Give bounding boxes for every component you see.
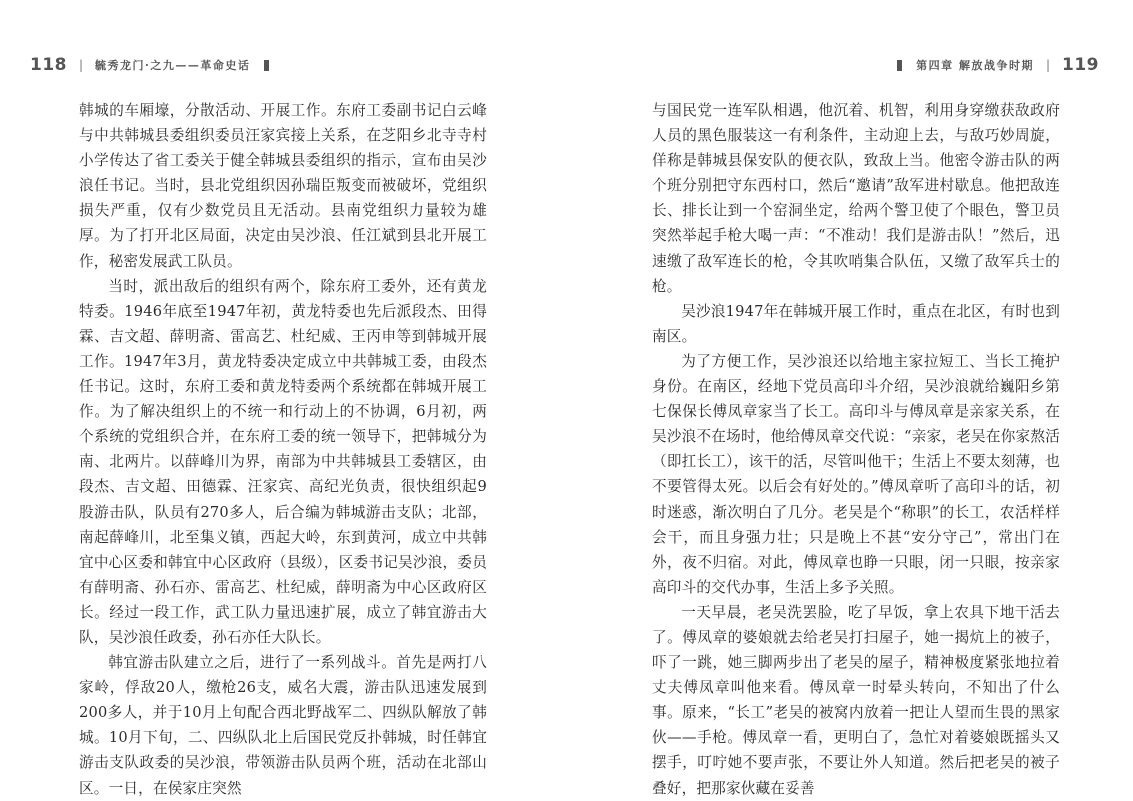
header-marker-icon <box>897 60 902 71</box>
paragraph: 韩城的车厢壕，分散活动、开展工作。东府工委副书记白云峰与中共韩城县委组织委员汪家宾接上关系，在芝阳乡北寺寺村小学传达了省工委关于健全韩城县委组织的指示，宣布由吴沙浪任书记。当时，县北党组织因孙瑞臣叛变而被破坏，党组织损失严重，仅有少数党员且无活动。县南党组织力量较为雄厚。为了打开北区局面，决定由吴沙浪、任江斌到县北开展工作，秘密发展武工队员。 <box>79 102 487 270</box>
right-page-header <box>897 50 1099 80</box>
paragraph: 一天早晨，老吴洗罢脸，吃了早饭，拿上农具下地干活去了。傅凤章的婆娘就去给老吴打扫屋子，她一揭炕上的被子，吓了一跳，她三脚两步出了老吴的屋子，精神极度紧张地拉着丈夫傅凤章叫他来看。傅凤章一时晕头转向，不知出了什么事。原来，“长工”老吴的被窝内放着一把让人望而生畏的黑家伙——手枪。傅凤章一看，更明白了，急忙对着婆娘既摇头又摆手，叮咛她不要声张，不要让外人知道。然后把老吴的被子叠好，把那家伙藏在妥善 <box>652 603 1060 797</box>
right-page-body <box>652 98 1060 801</box>
left-page <box>0 0 566 799</box>
left-running-title: 毓秀龙门·之九——革命史话 <box>95 59 251 72</box>
header-separator: | <box>79 58 84 72</box>
paragraph: 吴沙浪1947年在韩城开展工作时，重点在北区，有时也到南区。 <box>652 302 1060 345</box>
left-page-body <box>79 98 487 801</box>
paragraph: 当时，派出敌后的组织有两个，除东府工委外，还有黄龙特委。1946年底至1947年初，黄龙特委也先后派段杰、田得霖、吉文超、薛明斋、雷高艺、杜纪威、王丙申等到韩城开展工作。1947年3月，黄龙特委决定成立中共韩城工委，由段杰任书记。这时，东府工委和黄龙特委两个系统都在韩城开展工作。为了解决组织上的不统一和行动上的不协调，6月初，两个系统的党组织合并，在东府工委的统一领导下，把韩城分为南、北两片。以薛峰川为界，南部为中共韩城县工委辖区，由段杰、吉文超、田德霖、汪家宾、高纪光负责，很快组织起9股游击队，队员有270多人，后合编为韩城游击支队；北部，南起薛峰川，北至集义镇，西起大岭，东到黄河，成立中共韩宜中心区委和韩宜中心区政府（县级），区委书记吴沙浪，委员有薛明斋、孙石亦、雷高艺、杜纪威，薛明斋为中心区政府区长。经过一段工作，武工队力量迅速扩展，成立了韩宜游击大队，吴沙浪任政委，孙石亦任大队长。 <box>79 277 487 646</box>
paragraph: 与国民党一连军队相遇，他沉着、机智，利用身穿缴获敌政府人员的黑色服装这一有利条件，主动迎上去，与敌巧妙周旋，佯称是韩城县保安队的便衣队，致敌上当。他密令游击队的两个班分别把守东西村口，然后“邀请”敌军进村歇息。他把敌连长、排长让到一个窑洞坐定，给两个警卫使了个眼色，警卫员突然举起手枪大喝一声：“不准动！我们是游击队！”然后，迅速缴了敌军连长的枪，令其吹哨集合队伍，又缴了敌军兵士的枪。 <box>652 102 1060 295</box>
right-page-number: 119 <box>1062 55 1099 75</box>
left-page-number: 118 <box>30 55 67 75</box>
paragraph: 为了方便工作，吴沙浪还以给地主家拉短工、当长工掩护身份。在南区，经地下党员高印斗介绍，吴沙浪就给巍阳乡第七保保长傅凤章家当了长工。高印斗与傅凤章是亲家关系，在吴沙浪不在场时，他给傅凤章交代说：“亲家，老吴在你家熬活（即扛长工），该干的活，尽管叫他干；生活上不要太刻薄，也不要管得太死。以后会有好处的。”傅凤章听了高印斗的话，初时迷惑，渐次明白了几分。老吴是个“称职”的长工，农活样样会干，而且身强力壮；只是晚上不甚“安分守己”，常出门在外，夜不归宿。对此，傅凤章也睁一只眼，闭一只眼，按亲家高印斗的交代办事，生活上多予关照。 <box>652 352 1060 596</box>
header-separator: | <box>1045 58 1050 72</box>
right-running-title: 第四章 解放战争时期 <box>916 59 1034 72</box>
paragraph: 韩宜游击队建立之后，进行了一系列战斗。首先是两打八家岭，俘敌20人，缴枪26支，威名大震，游击队迅速发展到200多人，并于10月上旬配合西北野战军二、四纵队解放了韩城。10月下旬，二、四纵队北上后国民党反扑韩城，时任韩宜游击支队政委的吴沙浪，带领游击队员两个班，活动在北部山区。一日，在侯家庄突然 <box>79 654 487 797</box>
left-page-header <box>30 50 269 80</box>
header-marker-icon <box>264 60 269 71</box>
right-page <box>566 0 1132 799</box>
